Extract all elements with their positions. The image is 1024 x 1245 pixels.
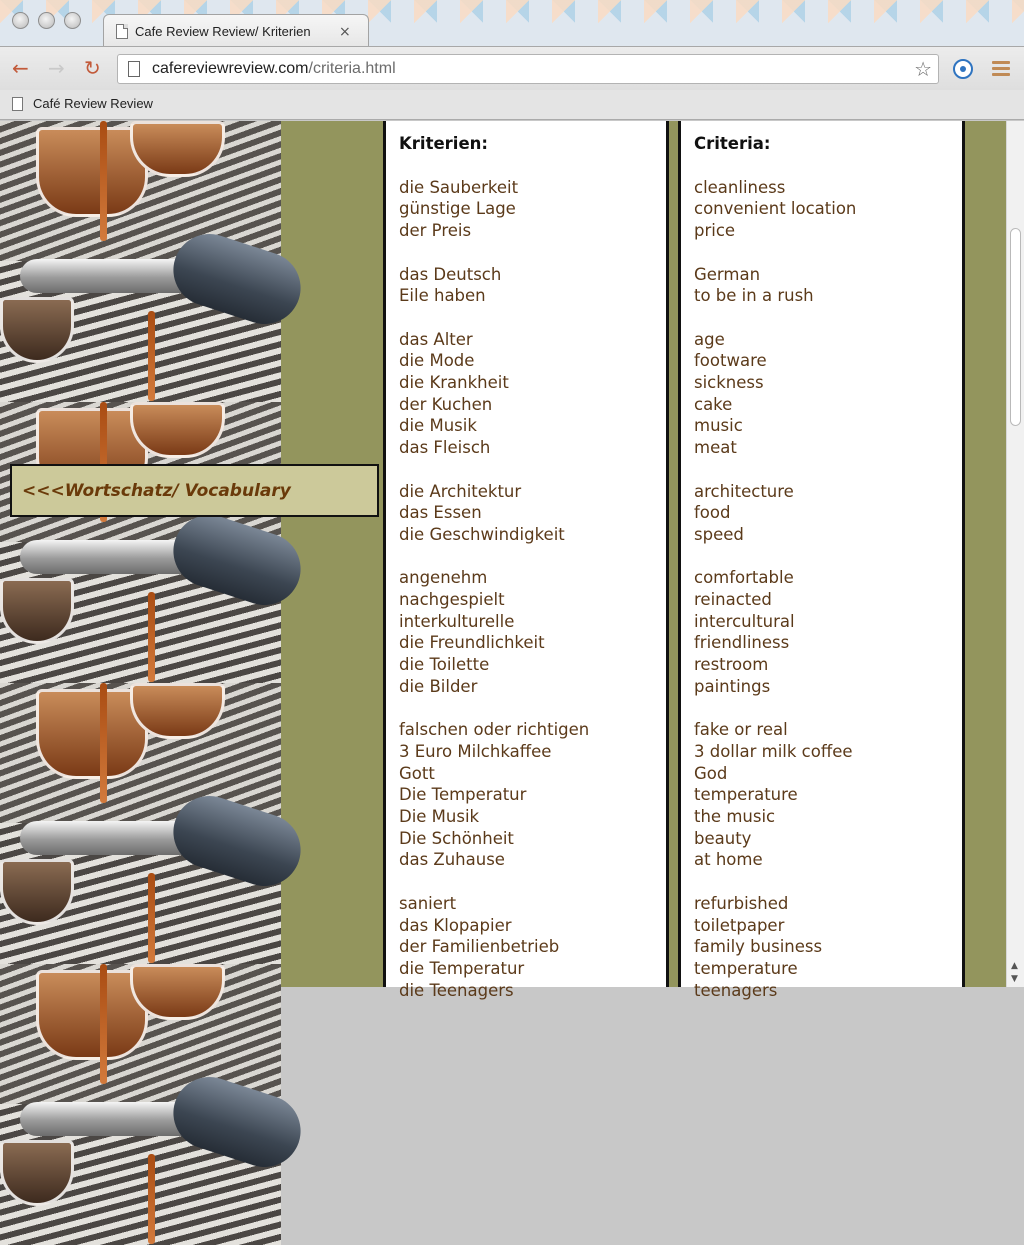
- scroll-up-icon[interactable]: ▲: [1011, 961, 1018, 971]
- german-term-group: [399, 329, 666, 459]
- browser-toolbar: [0, 46, 1024, 90]
- url-path: /criteria.html: [308, 60, 396, 77]
- menu-icon[interactable]: [992, 61, 1010, 79]
- german-term: die Architektur: [399, 481, 522, 501]
- english-term: convenient location: [694, 199, 857, 219]
- url-text[interactable]: [152, 60, 396, 78]
- bookmark-label: Café Review Review: [33, 96, 153, 111]
- english-term-group: [694, 264, 962, 307]
- german-term: das Zuhause: [399, 850, 505, 870]
- english-term: price: [694, 221, 736, 241]
- german-term: interkulturelle: [399, 611, 515, 631]
- english-term: German: [694, 264, 761, 284]
- german-term-list: [399, 177, 666, 1002]
- german-term: das Fleisch: [399, 438, 491, 458]
- window-zoom-button[interactable]: [64, 12, 81, 29]
- bookmarks-bar: [0, 90, 1024, 120]
- vertical-scrollbar[interactable]: [1006, 121, 1024, 987]
- english-term: at home: [694, 850, 763, 870]
- english-term-list: [694, 177, 962, 1002]
- english-term: family business: [694, 937, 823, 957]
- german-term: angenehm: [399, 568, 488, 588]
- english-term: 3 dollar milk coffee: [694, 741, 853, 761]
- german-term: Eile haben: [399, 286, 486, 306]
- german-term: 3 Euro Milchkaffee: [399, 741, 552, 761]
- german-criteria-panel: [383, 121, 669, 1000]
- url-domain: cafereviewreview.com: [152, 60, 309, 77]
- german-term: das Klopapier: [399, 915, 512, 935]
- german-term: die Geschwindigkeit: [399, 524, 565, 544]
- back-icon[interactable]: ←: [12, 56, 29, 80]
- english-term: meat: [694, 438, 737, 458]
- star-icon[interactable]: ☆: [914, 57, 932, 81]
- english-term: speed: [694, 524, 744, 544]
- english-criteria-panel: [678, 121, 965, 1000]
- espresso-photo: [0, 683, 281, 964]
- window-close-button[interactable]: [12, 12, 29, 29]
- german-term: saniert: [399, 893, 457, 913]
- german-term: die Krankheit: [399, 373, 509, 392]
- english-term: cake: [694, 394, 733, 414]
- german-term: günstige Lage: [399, 199, 516, 219]
- german-term: das Essen: [399, 503, 482, 523]
- english-term: intercultural: [694, 611, 795, 631]
- english-term: paintings: [694, 676, 771, 696]
- english-term: beauty: [694, 828, 752, 848]
- german-term-group: [399, 264, 666, 307]
- german-term-group: [399, 719, 666, 871]
- english-term-group: [694, 177, 962, 242]
- scrollbar-thumb[interactable]: [1010, 228, 1021, 426]
- english-term: the music: [694, 807, 776, 827]
- espresso-photo-strip: [0, 121, 281, 987]
- english-term: food: [694, 503, 731, 523]
- english-term: temperature: [694, 958, 798, 978]
- german-term-group: [399, 177, 666, 242]
- german-term: Die Musik: [399, 807, 480, 827]
- extension-icon[interactable]: [953, 59, 973, 79]
- german-term: die Toilette: [399, 655, 490, 675]
- english-term: sickness: [694, 373, 764, 392]
- bookmark-item[interactable]: [12, 96, 173, 111]
- english-term: God: [694, 763, 728, 783]
- english-heading: Criteria:: [694, 134, 771, 153]
- english-term: comfortable: [694, 568, 794, 588]
- page-icon: [12, 97, 23, 111]
- espresso-photo: [0, 402, 281, 683]
- german-term: der Kuchen: [399, 394, 493, 414]
- english-term: teenagers: [694, 980, 778, 1000]
- german-term: falschen oder richtigen: [399, 720, 590, 740]
- forward-icon[interactable]: →: [48, 56, 65, 80]
- tab-title: Cafe Review Review/ Kriterien: [135, 24, 311, 39]
- window-minimize-button[interactable]: [38, 12, 55, 29]
- german-term: das Alter: [399, 329, 473, 349]
- german-term: Die Schönheit: [399, 828, 514, 848]
- page-icon: [116, 24, 128, 39]
- english-term-group: [694, 481, 962, 546]
- page-content: [0, 121, 1006, 1000]
- german-term: die Mode: [399, 351, 475, 371]
- german-term: das Deutsch: [399, 264, 502, 284]
- german-term: der Preis: [399, 221, 472, 241]
- english-term: age: [694, 329, 725, 349]
- english-term: toiletpaper: [694, 915, 785, 935]
- english-term: refurbished: [694, 893, 789, 913]
- page-icon: [128, 61, 140, 77]
- english-term: architecture: [694, 481, 794, 501]
- address-bar[interactable]: [117, 54, 939, 84]
- scroll-down-icon[interactable]: ▼: [1011, 974, 1018, 984]
- german-term-group: [399, 481, 666, 546]
- english-term-group: [694, 329, 962, 459]
- english-term-group: [694, 567, 962, 697]
- english-term-group: [694, 719, 962, 871]
- english-term: fake or real: [694, 720, 788, 740]
- german-term: die Bilder: [399, 676, 478, 696]
- german-term: die Freundlichkeit: [399, 633, 545, 653]
- german-term: Gott: [399, 763, 435, 783]
- english-term-group: [694, 893, 962, 1002]
- english-term: to be in a rush: [694, 286, 814, 306]
- reload-icon[interactable]: ↻: [84, 56, 101, 80]
- english-term: restroom: [694, 655, 769, 675]
- english-term: temperature: [694, 785, 798, 805]
- german-term-group: [399, 567, 666, 697]
- german-term: die Musik: [399, 416, 477, 436]
- german-term: die Sauberkeit: [399, 177, 519, 197]
- vocabulary-link[interactable]: <<<Wortschatz/ Vocabulary: [10, 464, 379, 517]
- english-term: footware: [694, 351, 767, 371]
- german-term-group: [399, 893, 666, 1002]
- english-term: cleanliness: [694, 177, 786, 197]
- espresso-photo: [0, 964, 281, 1245]
- english-term: friendliness: [694, 633, 790, 653]
- english-term: reinacted: [694, 590, 772, 609]
- german-term: nachgespielt: [399, 590, 505, 609]
- espresso-photo: [0, 121, 281, 402]
- tab-close-icon[interactable]: ×: [339, 23, 351, 40]
- german-heading: Kriterien:: [399, 134, 488, 153]
- german-term: die Teenagers: [399, 980, 514, 1000]
- browser-tab[interactable]: [103, 14, 369, 48]
- tab-strip: [0, 0, 1024, 46]
- german-term: der Familienbetrieb: [399, 937, 560, 957]
- german-term: Die Temperatur: [399, 785, 527, 805]
- english-term: music: [694, 416, 743, 436]
- german-term: die Temperatur: [399, 958, 525, 978]
